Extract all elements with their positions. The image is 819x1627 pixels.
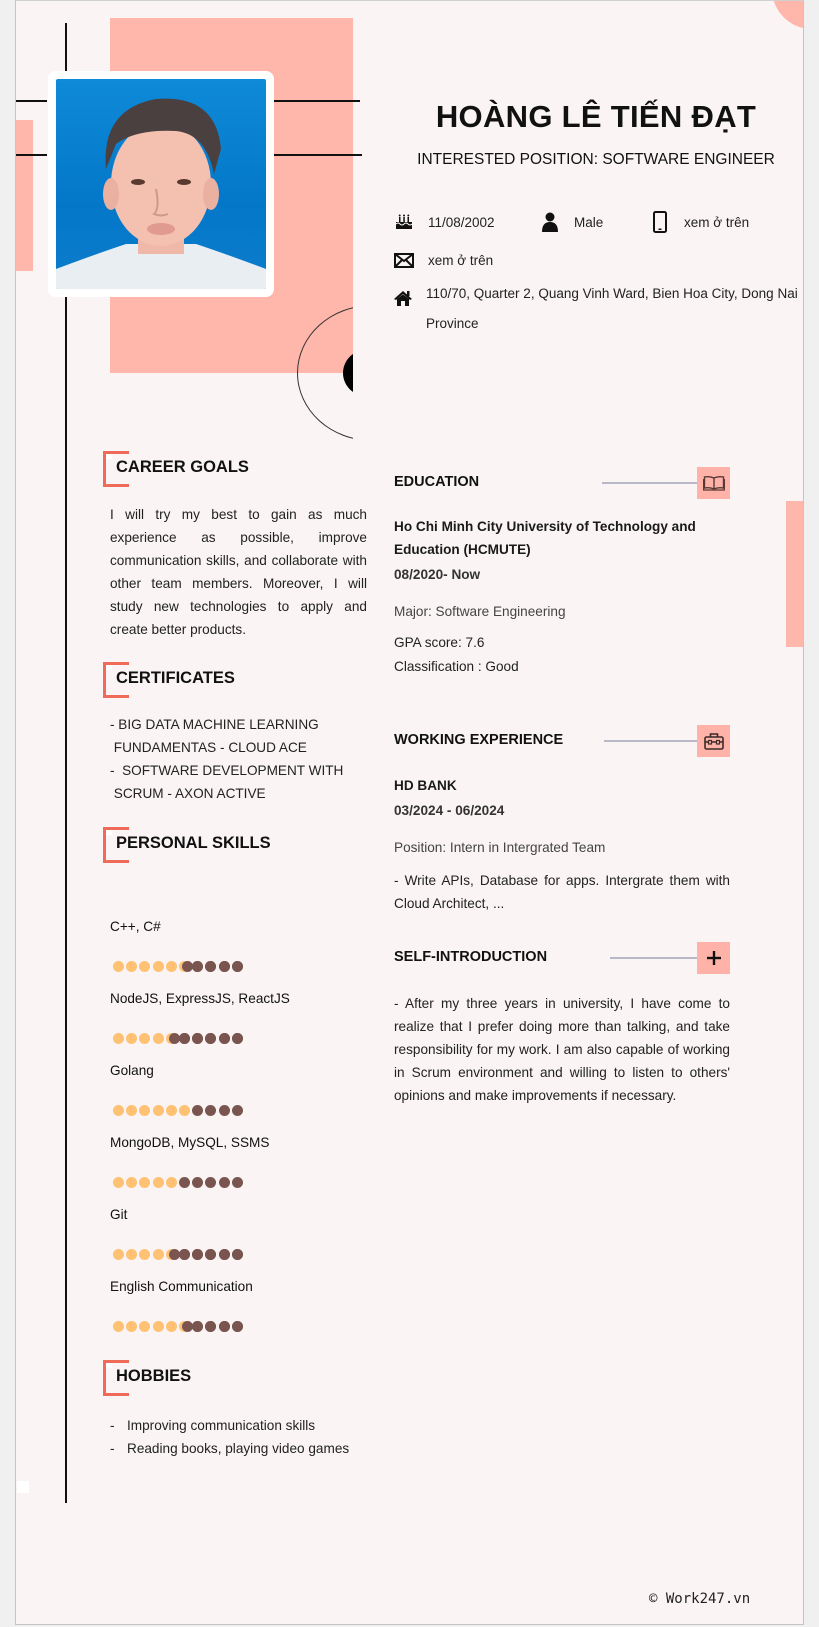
skill-dot-empty xyxy=(232,1105,243,1116)
skill-dot-empty xyxy=(179,1249,190,1260)
divider-line xyxy=(604,740,704,742)
skill-dot-filled xyxy=(113,961,124,972)
skill-dot-empty xyxy=(179,1033,190,1044)
skill-dot-filled xyxy=(153,961,164,972)
skill-name: English Communication xyxy=(110,1279,253,1294)
section-header-education xyxy=(394,467,730,499)
hobby-item xyxy=(110,1414,349,1437)
bullet-dash: - xyxy=(110,1418,115,1433)
address-value: 110/70, Quarter 2, Quang Vinh Ward, Bien Hoa City, Dong Nai Province xyxy=(426,286,798,331)
skill-dot-empty xyxy=(219,961,230,972)
bullet-dash: - xyxy=(110,1441,115,1456)
skill-dot-filled xyxy=(126,1249,137,1260)
skill-dot-empty xyxy=(179,1177,190,1188)
skill-dot-empty xyxy=(205,961,216,972)
skill-rating xyxy=(113,1321,253,1333)
skill-name: Git xyxy=(110,1207,128,1222)
education-gpa: GPA score: 7.6 xyxy=(394,635,485,650)
skill-dot-empty xyxy=(192,1177,203,1188)
section-title: PERSONAL SKILLS xyxy=(116,834,271,852)
portrait-photo xyxy=(56,79,266,289)
info-address xyxy=(393,287,804,339)
avatar-frame xyxy=(48,71,274,297)
section-title: CERTIFICATES xyxy=(116,669,235,687)
gender-value: Male xyxy=(574,214,604,230)
skill-rating xyxy=(113,1033,253,1045)
skill-dot-filled xyxy=(126,1033,137,1044)
birthday-cake-icon xyxy=(393,211,415,233)
skill-dot-filled xyxy=(153,1033,164,1044)
skill-dot-empty xyxy=(192,1105,203,1116)
skill-rating xyxy=(113,1105,253,1117)
decor-hline xyxy=(271,154,362,156)
skill-dot-empty xyxy=(219,1321,230,1332)
skill-dot-filled xyxy=(126,1321,137,1332)
section-title: SELF-INTRODUCTION xyxy=(394,949,548,965)
skill-name: NodeJS, ExpressJS, ReactJS xyxy=(110,991,290,1006)
section-header-certificates xyxy=(103,662,363,700)
education-classification: Classification : Good xyxy=(394,659,519,674)
decor-pink-right-bar xyxy=(786,501,804,647)
certificates-list xyxy=(110,713,370,805)
section-title: EDUCATION xyxy=(394,474,480,490)
skill-dot-filled xyxy=(166,1321,177,1332)
education-major: Major: Software Engineering xyxy=(394,604,566,619)
skill-dot-filled xyxy=(139,1105,150,1116)
hobbies-list xyxy=(110,1414,349,1460)
skill-rating xyxy=(113,1249,253,1261)
skill-dot-filled xyxy=(139,1321,150,1332)
skill-dot-filled xyxy=(139,1177,150,1188)
skill-dot-filled xyxy=(166,961,177,972)
cv-page xyxy=(15,0,804,1625)
footer-watermark: © Work247.vn xyxy=(649,1591,751,1607)
skill-dot-filled xyxy=(113,1033,124,1044)
skill-dot-empty xyxy=(232,1033,243,1044)
certificate-line: SCRUM - AXON ACTIVE xyxy=(110,786,266,801)
experience-company: HD BANK xyxy=(394,778,457,793)
interested-position: INTERESTED POSITION: SOFTWARE ENGINEER xyxy=(417,151,775,168)
skill-dot-filled xyxy=(113,1177,124,1188)
skill-rating xyxy=(113,961,253,973)
skill-dot-filled xyxy=(166,1177,177,1188)
decor-hline xyxy=(16,100,47,102)
section-title: CAREER GOALS xyxy=(116,458,249,476)
info-dob xyxy=(393,211,495,233)
phone-value: xem ở trên xyxy=(684,214,750,230)
skill-dot-empty xyxy=(205,1321,216,1332)
skill-rating xyxy=(113,1177,253,1189)
skill-dot-empty xyxy=(192,1321,203,1332)
certificate-line: FUNDAMENTAS - CLOUD ACE xyxy=(110,740,307,755)
decor-hline xyxy=(271,100,360,102)
section-header-self-introduction xyxy=(394,942,730,974)
experience-position: Position: Intern in Intergrated Team xyxy=(394,840,606,855)
skill-dot-empty xyxy=(232,1249,243,1260)
skill-dot-empty xyxy=(192,961,203,972)
divider-line xyxy=(610,957,704,959)
skill-dot-empty xyxy=(219,1249,230,1260)
skill-dot-filled xyxy=(153,1177,164,1188)
email-value: xem ở trên xyxy=(428,252,494,268)
avatar xyxy=(56,79,266,289)
section-header-personal-skills xyxy=(103,827,363,865)
briefcase-icon xyxy=(697,725,730,757)
skill-dot-filled xyxy=(113,1249,124,1260)
skill-name: Golang xyxy=(110,1063,154,1078)
info-phone xyxy=(649,211,749,233)
skill-dot-filled xyxy=(139,961,150,972)
education-period: 08/2020- Now xyxy=(394,567,481,582)
skill-dot-filled xyxy=(139,1249,150,1260)
experience-period: 03/2024 - 06/2024 xyxy=(394,803,505,818)
section-title: HOBBIES xyxy=(116,1367,192,1385)
skill-dot-empty xyxy=(232,1321,243,1332)
skill-dot-empty xyxy=(205,1105,216,1116)
decor-corner-circle xyxy=(772,0,804,29)
skill-dot-filled xyxy=(139,1033,150,1044)
hobby-item xyxy=(110,1437,349,1460)
info-gender xyxy=(539,211,603,233)
mobile-phone-icon xyxy=(649,211,671,233)
decor-hline xyxy=(16,154,47,156)
certificate-line: - SOFTWARE DEVELOPMENT WITH xyxy=(110,763,344,778)
decor-white-square xyxy=(17,1481,29,1493)
skill-dot-filled xyxy=(153,1249,164,1260)
skill-dot-empty xyxy=(205,1177,216,1188)
skill-dot-filled xyxy=(153,1105,164,1116)
experience-description: - Write APIs, Database for apps. Intergrate them with Cloud Architect, ... xyxy=(394,873,730,911)
section-header-career-goals xyxy=(103,451,363,489)
skill-dot-filled xyxy=(153,1321,164,1332)
skill-dot-filled xyxy=(126,961,137,972)
skill-dot-empty xyxy=(192,1033,203,1044)
info-email xyxy=(393,249,493,271)
skill-dot-empty xyxy=(219,1177,230,1188)
section-header-hobbies xyxy=(103,1360,363,1398)
envelope-icon xyxy=(393,249,415,271)
skill-dot-empty xyxy=(219,1033,230,1044)
section-header-experience xyxy=(394,725,730,757)
skill-dot-filled xyxy=(126,1177,137,1188)
skill-dot-empty xyxy=(192,1249,203,1260)
dob-value: 11/08/2002 xyxy=(428,214,495,230)
plus-icon xyxy=(697,942,730,974)
skill-dot-empty xyxy=(205,1033,216,1044)
skill-dot-empty xyxy=(232,1177,243,1188)
self-introduction-text: - After my three years in university, I have come to realize that I prefer doing more than talking, and take responsibility for my work. I am also capable of working in Scrum environment and willing to listen to others' opinions and make improvements if necessary. xyxy=(394,996,730,1103)
section-title: WORKING EXPERIENCE xyxy=(394,732,564,748)
skill-dot-empty xyxy=(232,961,243,972)
hobby-text: Improving communication skills xyxy=(127,1418,316,1433)
skill-dot-filled xyxy=(179,1105,190,1116)
candidate-name: HOÀNG LÊ TIẾN ĐẠT xyxy=(435,99,757,134)
certificate-line: - BIG DATA MACHINE LEARNING xyxy=(110,717,319,732)
divider-line xyxy=(602,482,704,484)
skill-dot-filled xyxy=(113,1105,124,1116)
education-school: Ho Chi Minh City University of Technology and Education (HCMUTE) xyxy=(394,519,696,557)
skill-name: MongoDB, MySQL, SSMS xyxy=(110,1135,270,1150)
skill-dot-empty xyxy=(205,1249,216,1260)
skill-name: C++, C# xyxy=(110,919,161,934)
skill-dot-empty xyxy=(219,1105,230,1116)
book-icon xyxy=(697,467,730,499)
skill-dot-filled xyxy=(126,1105,137,1116)
home-icon xyxy=(393,287,413,309)
hobby-text: Reading books, playing video games xyxy=(127,1441,350,1456)
career-goals-text: I will try my best to gain as much experience as possible, improve communication skills, and collaborate with other team members. Moreover, I will study new technologies to apply and create better products. xyxy=(110,507,367,637)
skill-dot-filled xyxy=(166,1105,177,1116)
skill-dot-filled xyxy=(113,1321,124,1332)
user-icon xyxy=(539,211,561,233)
